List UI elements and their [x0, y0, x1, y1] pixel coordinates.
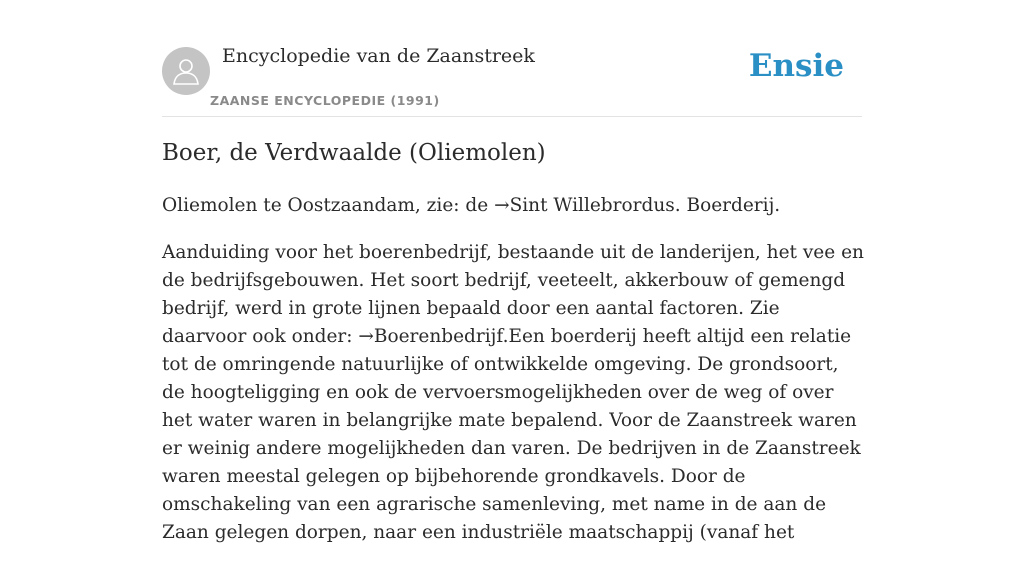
entry-content: [162, 192, 864, 566]
source-subtitle: ZAANSE ENCYCLOPEDIE (1991): [210, 93, 440, 108]
xref-link-sint-willebrordus[interactable]: →Sint Willebrordus: [494, 195, 675, 216]
p2-text-after: .Een boerderij heeft altijd een relatie tot de omringende natuurlijke of ontwikkelde omgeving. De grondsoort, de hoogteligging en ook de vervoersmogelijkheden over de weg of over het water waren in belangrijke mate bepalend. Voor de Zaanstreek waren er weinig andere mogelijkheden dan varen. De bedrijven in de Zaanstreek waren meestal gelegen op bijbehorende grondkavels. Door de omschakeling van een agrarische samenleving, met name in de aan de Zaan gelegen dorpen, naar een industriële maatschappij (vanaf het: [162, 326, 861, 543]
paragraph-1: [162, 192, 864, 220]
xref-link-boerenbedrijf[interactable]: →Boerenbedrijf: [358, 326, 503, 347]
p1-text-before: Oliemolen te Oostzaandam, zie: de: [162, 195, 495, 216]
p2-text-before: Aanduiding voor het boerenbedrijf, bestaande uit de landerijen, het vee en de bedrijfsgebouwen. Het soort bedrijf, veeteelt, akkerbouw of gemengd bedrijf, werd in grote lijnen bepaald door een aantal factoren. Zie daarvoor ook onder:: [162, 242, 864, 347]
user-icon: [171, 56, 201, 86]
article-page: [162, 0, 864, 543]
brand-logo[interactable]: Ensie: [748, 48, 844, 84]
avatar[interactable]: [162, 47, 210, 95]
p1-text-after: . Boerderij.: [674, 195, 781, 216]
source-header: [162, 0, 862, 117]
paragraph-2: [162, 239, 864, 547]
page-title: Boer, de Verdwaalde (Oliemolen): [162, 140, 546, 166]
source-title[interactable]: Encyclopedie van de Zaanstreek: [222, 45, 535, 67]
